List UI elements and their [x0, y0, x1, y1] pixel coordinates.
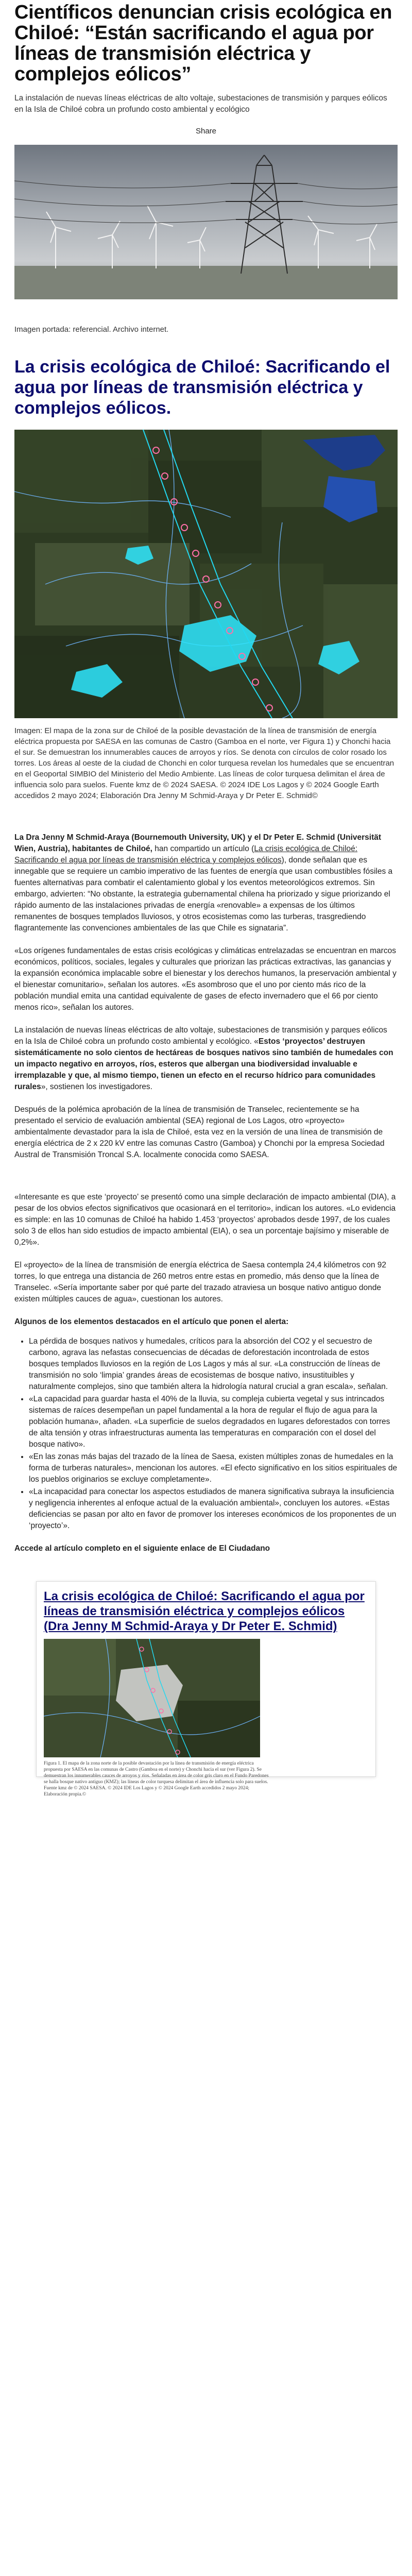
section-title: La crisis ecológica de Chiloé: Sacrificando el agua por líneas de transmisión eléctrica y complejos eólicos.: [14, 357, 390, 418]
highlights-heading: Algunos de los elementos destacados en el artículo que ponen el alerta:: [14, 1317, 289, 1326]
list-item: • La pérdida de bosques nativos y humedales, críticos para la absorción del CO2 y el secuestro de carbono, agrava las nefastas consecuencias de décadas de deforestación incontrolada de estos bosques templados lluviosos en la región de Los Lagos y más al sur. «La construcción de líneas de transmisión no solo ‘limpia’ grandes áreas de ecosistemas de bosque nativo, insustituibles y naturalmente complejos, sino que también altera la hidrología natural crucial a gran escala», señalan.: [29, 1336, 398, 1393]
list-item: • «En las zonas más bajas del trazado de la línea de Saesa, existen múltiples zonas de humedales en la forma de turberas naturales», mencionan los autores. «El efecto significativo en los sitios espirituales de los pueblos originarios se excluye completamente».: [29, 1451, 398, 1485]
hero-caption: Imagen portada: referencial. Archivo internet.: [14, 325, 169, 334]
paragraph-origins: «Los orígenes fundamentales de estas crisis ecológicas y climáticas entrelazadas se encuentran en marcos económicos, políticos, sociales, legales y culturales que priorizan las prácticas extractivas, las ganancias y la expansión económica implacable sobre el bienestar y los derechos humanos, la preservación ambiental y el bienestar comunitario», señalan los autores. «Es asombroso que el uno por ciento más rico de la población mundial emita una cantidad equivalente de gases de efecto invernadero que el 66 por ciento menos rico», señalan los autores.: [14, 946, 397, 1012]
paragraph-dia: «Interesante es que este ‘proyecto’ se presentó como una simple declaración de impacto ambiental (DIA), a pesar de los obvios efectos significativos que ocasionará en el territorio», indican los autores. «Lo evidencia es simple: en las 10 comunas de Chiloé ha habido 1.453 ‘proyectos’ aprobados desde 1997, de los cuales solo 3 de ellos han sido estudios de impacto ambiental (EIA), o sea un porcentaje bajísimo y miserable de 0,2%».: [14, 1193, 396, 1247]
map-image: [14, 430, 398, 718]
installation-bold: Estos ‘proyectos’ destruyen sistemáticamente no solo cientos de hectáreas de bosques nativos sino también de humedales con un impacto negativo en arroyos, ríos, esteros que albergan una biodiversidad invaluable e irremplazable y que, al mismo tiempo, tienen un efecto en el recurso hídrico para comunidades rurales: [14, 1037, 393, 1091]
share-button[interactable]: Share: [195, 127, 217, 135]
paragraph-installation: [14, 1025, 398, 1093]
article-page: [0, 2, 412, 1797]
article-headline: Científicos denuncian crisis ecológica en Chiloé: “Están sacrificando el agua por líneas de transmisión eléctrica y complejos eólicos”: [14, 2, 392, 85]
paragraph-saesa: El «proyecto» de la línea de transmisión de energía eléctrica de Saesa contempla 24,4 kilómetros con 92 torres, lo que entrega una distancia de 260 metros entre estas en promedio, más denso que la línea de Transelec. «Sería importante saber por qué parte del trazado atraviesa un bosque nativo antiguo donde existen múltiples cauces de agua», cuestionan los autores.: [14, 1261, 387, 1303]
embed-card-figure-caption: Figura 1. El mapa de la zona norte de la posible devastación por la línea de transmisión de energía eléctrica propuesta por SAESA en las comunas de Castro (Gamboa en el norte) y Chonchi hacia el sur (ver Figura 2). Se demuestran los innumerables cauces de arroyos y ríos. Señaladas en área de color gris claro en el Fundo Paredones se halla bosque nativo antiguo (KMZ); las líneas de color turquesa delimitan el área de influencia solo para suelos. Fuente kmz de © 2024 SAESA. © 2024 IDE Los Lagos y © 2024 Google Earth accedidos 2 mayo 2024; Elaboración propia.©: [44, 1761, 269, 1797]
closing-line: Accede al artículo completo en el siguiente enlace de El Ciudadano: [14, 1544, 270, 1553]
embed-card-title[interactable]: La crisis ecológica de Chiloé: Sacrificando el agua por líneas de transmisión eléctrica y complejos eólicos (Dra Jenny M Schmid-Araya y Dr Peter E. Schmid): [44, 1589, 365, 1633]
embed-card-map: [44, 1639, 260, 1757]
satellite-map-illustration: [14, 430, 398, 718]
authors-credit: La Dra Jenny M Schmid-Araya (Bournemouth University, UK) y el Dr Peter E. Schmid (Universität Wien, Austria), habitantes de Chiloé,: [14, 833, 382, 853]
embed-map-illustration: [44, 1639, 260, 1757]
list-item: • «La incapacidad para conectar los aspectos estudiados de manera significativa subraya la insuficiencia y negligencia inherentes al enfoque actual de la evaluación ambiental», concluyen los autores. «Estas deficiencias se pasan por alto en favor de promover los intereses económicos de los proponentes de un ‘proyecto’».: [29, 1486, 398, 1532]
installation-pre: La instalación de nuevas líneas eléctricas de alto voltaje, subestaciones de transmisión y parques eólicos en la Isla de Chiloé cobra un profundo costo ambiental y ecológico. «: [14, 1026, 387, 1046]
authors-pre-link: han compartido un artículo (: [152, 844, 254, 853]
article-link[interactable]: La crisis ecológica de Chiloé: Sacrificando el agua por líneas de transmisión eléctrica y complejos eólicos: [14, 844, 358, 865]
map-caption: Imagen: El mapa de la zona sur de Chiloé de la posible devastación de la línea de transmisión de energía eléctrica propuesta por SAESA en las comunas de Castro (Gamboa en el norte, ver Figura 1) y Chonchi hacia el sur. Se demuestran los innumerables cauces de arroyos y ríos. Se denota con círculos de color rosado los torres. Los áreas al oeste de la ciudad de Chonchi en color turquesa revelan los humedales que se encuentran en el Geoportal SIMBIO del Ministerio del Medio Ambiente. Las líneas de color turquesa delimitan el área de influencia solo para suelos. Fuente kmz de © 2024 SAESA. © 2024 IDE Los Lagos y © 2024 Google Earth accedidos 2 mayo 2024; Elaboración Dra Jenny M Schmid-Araya y Dr Peter E. Schmid©: [14, 726, 394, 800]
authors-rest: ), donde señalan que es innegable que se requiere un cambio imperativo de las fuentes de energía que usan combustibles fósiles a fuentes alternativas para combatir el calentamiento global y los eventos meteorológicos extremos. Sin embargo, advierten: “No obstante, la estrategia gubernamental chilena ha priorizado y sigue priorizando el rápido aumento de las instalaciones privadas de energía «renovable» a expensas de los últimos remanentes de bosques templados lluviosos, y otros ecosistemas como las turberas, trasgrediendo flagrantemente las convenciones ambientales de las que Chile es signataria”.: [14, 856, 393, 933]
hero-image: [14, 145, 398, 299]
installation-post: », sostienen los investigadores.: [41, 1082, 152, 1091]
list-item: • «La capacidad para guardar hasta el 40% de la lluvia, su compleja cubierta vegetal y sus intrincados sistemas de raíces desempeñan un papel fundamental a la hora de regular el flujo de agua para la población humana», añaden. «La superficie de suelos degradados en lugares deforestados con torres de alta tensión y otras infraestructuras aumenta las temperaturas en comparación con el dosel del bosque nativo».: [29, 1394, 398, 1450]
paragraph-authors: [14, 832, 398, 934]
wind-turbines-powerlines-illustration: [14, 145, 398, 299]
article-deck: La instalación de nuevas líneas eléctricas de alto voltaje, subestaciones de transmisión y parques eólicos en la Isla de Chiloé cobra un profundo costo ambiental y ecológico: [14, 94, 387, 114]
paragraph-transelec: Después de la polémica aprobación de la línea de transmisión de Transelec, recientemente se ha presentado el servicio de evaluación ambiental (SEA) regional de Los Lagos, otro «proyecto» ambientalmente devastador para la isla de Chiloé, esta vez en la versión de una línea de transmisión de energía eléctrica de 2 x 220 kV entre las comunas Castro (Gamboa) y Chonchi por la empresa Sociedad Austral de Transmisión Troncal S.A. localmente conocida como SAESA.: [14, 1105, 385, 1159]
highlights-list: [14, 1336, 398, 1532]
embed-card[interactable]: [36, 1581, 376, 1797]
